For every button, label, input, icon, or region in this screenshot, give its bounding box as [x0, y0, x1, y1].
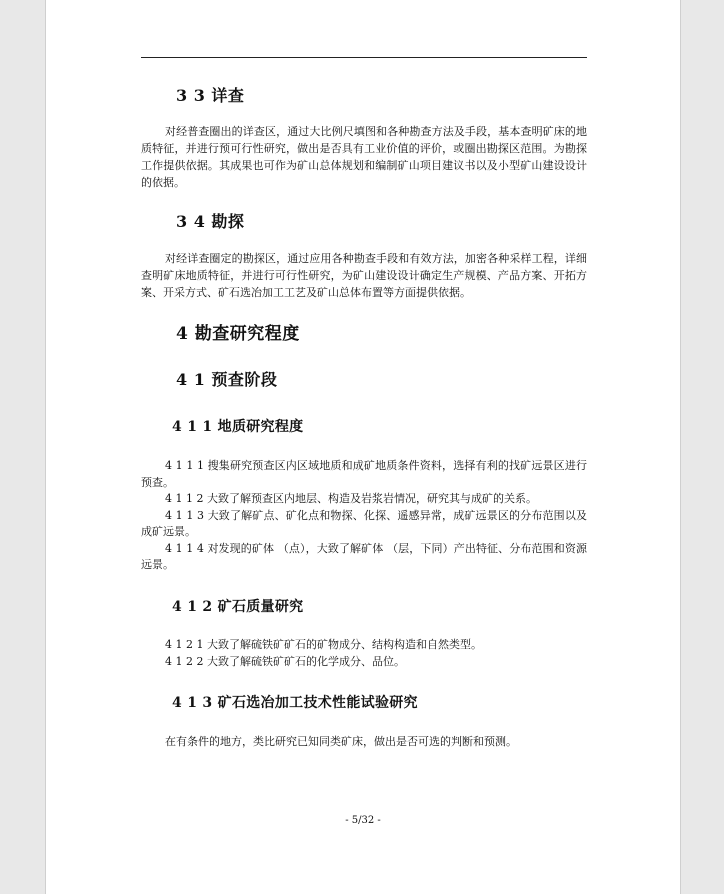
list-item: 4 1 1 1 搜集研究预查区内区域地质和成矿地质条件资料，选择有利的找矿远景区进行预查。 — [141, 459, 587, 489]
section-heading-3-3: 3 3 详查 — [176, 86, 245, 105]
section-paragraph-3-3: 对经普查圈出的详查区，通过大比例尺填图和各种勘查方法及手段，基本查明矿床的地质特征，并进行预可行性研究，做出是否具有工业价值的评价，或圈出勘探区范围。为勘探工作提供依据。其成果也可作为矿山总体规划和编制矿山项目建议书以及小型矿山建设设计的依据。 — [141, 125, 587, 189]
list-item: 4 1 1 4 对发现的矿体 （点），大致了解矿体 （层，下同）产出特征、分布范围和资源远景。 — [141, 541, 587, 571]
document-page — [45, 0, 681, 894]
subsection-items-4-1-2 — [141, 637, 587, 670]
section-heading-3-4: 3 4 勘探 — [176, 212, 245, 231]
list-item: 4 1 2 2 大致了解硫铁矿矿石的化学成分、品位。 — [165, 654, 405, 668]
section-heading-4-1: 4 1 预查阶段 — [176, 370, 278, 389]
chapter-heading-4: 4 勘查研究程度 — [176, 324, 300, 344]
list-item: 4 1 1 2 大致了解预查区内地层、构造及岩浆岩情况，研究其与成矿的关系。 — [165, 492, 537, 505]
list-item: 4 1 2 1 大致了解硫铁矿矿石的矿物成分、结构构造和自然类型。 — [165, 638, 482, 651]
list-item: 4 1 1 3 大致了解矿点、矿化点和物探、化探、遥感异常，成矿远景区的分布范围以及成矿远景。 — [141, 508, 587, 538]
header-rule — [141, 57, 587, 58]
subsection-heading-4-1-3: 4 1 3 矿石选冶加工技术性能试验研究 — [172, 695, 418, 711]
subsection-paragraph-4-1-3: 在有条件的地方，类比研究已知同类矿床，做出是否可选的判断和预测。 — [165, 735, 517, 748]
page-number: - 5/32 - — [345, 815, 381, 826]
subsection-heading-4-1-1: 4 1 1 地质研究程度 — [172, 419, 304, 435]
section-paragraph-3-4: 对经详查圈定的勘探区，通过应用各种勘查手段和有效方法，加密各种采样工程，详细查明矿床地质特征，并进行可行性研究，为矿山建设设计确定生产规模、产品方案、开拓方案、开采方式、矿石选冶加工工艺及矿山总体布置等方面提供依据。 — [141, 252, 587, 299]
subsection-heading-4-1-2: 4 1 2 矿石质量研究 — [172, 599, 304, 615]
subsection-items-4-1-1 — [141, 458, 587, 574]
